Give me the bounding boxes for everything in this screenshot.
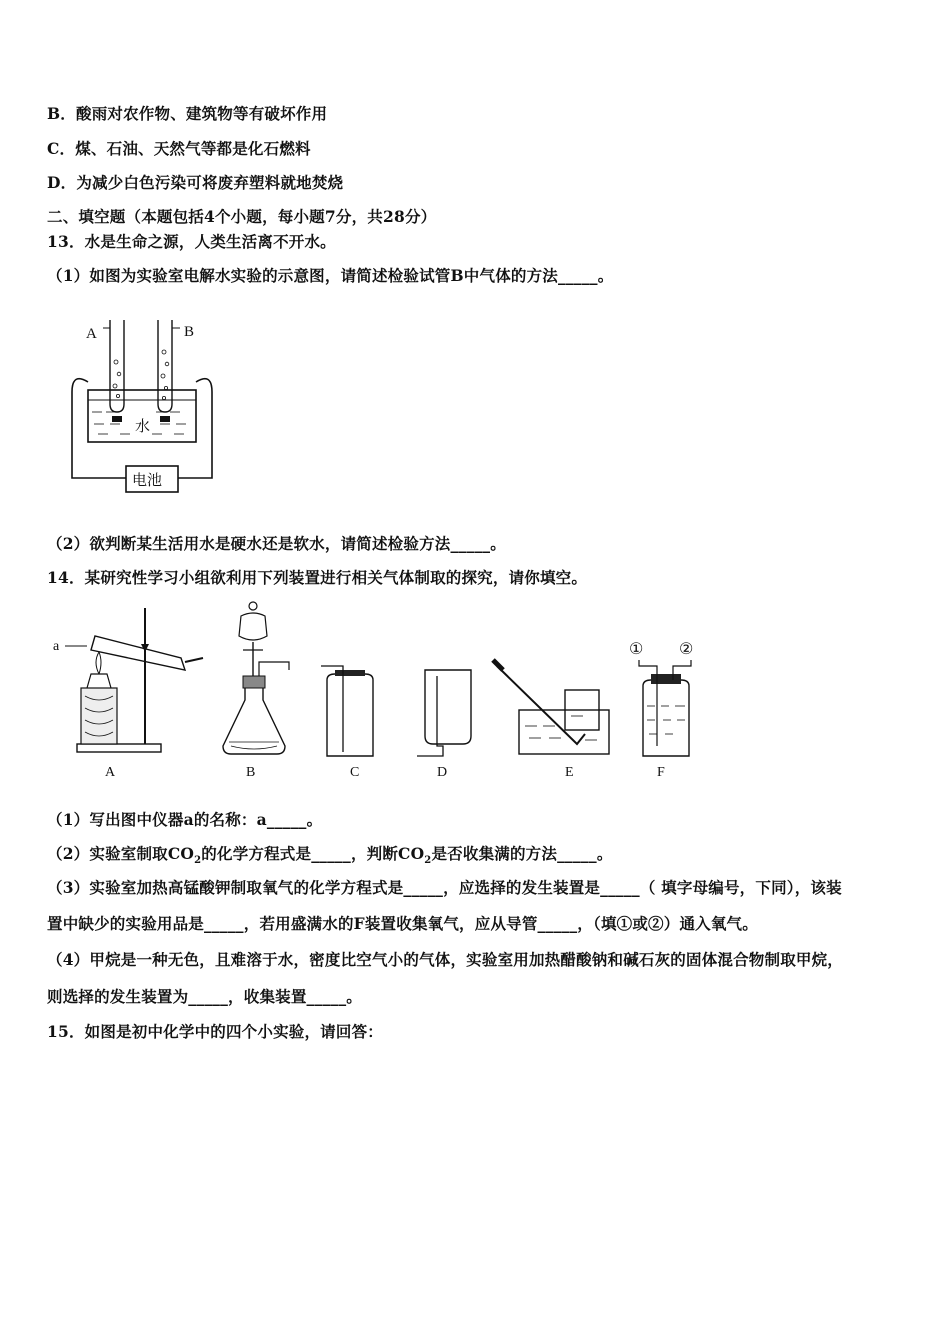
apparatus-f — [629, 641, 693, 756]
q15-stem: 15．如图是初中化学中的四个小实验，请回答： — [47, 1022, 383, 1041]
option-b: B．酸雨对农作物、建筑物等有破坏作用 — [47, 104, 328, 123]
tube-b-label: B — [184, 324, 195, 340]
port-2-label: ② — [679, 641, 694, 658]
q14-part4-line1: （4）甲烷是一种无色，且难溶于水，密度比空气小的气体，实验室用加热醋酸钠和碱石灰的固体混合物制取甲烷， — [47, 950, 843, 969]
water-label: 水 — [135, 419, 151, 435]
battery-label: 电池 — [132, 473, 163, 489]
apparatus-a — [53, 608, 203, 752]
tube-a-label: A — [86, 326, 97, 342]
apparatus-b — [223, 602, 289, 754]
label-E: E — [565, 765, 574, 780]
section-heading: 二、填空题（本题包括4个小题，每小题7分，共28分） — [47, 207, 437, 226]
label-B: B — [246, 765, 256, 780]
q14-part3-line2: 置中缺少的实验用品是_____，若用盛满水的F装置收集氧气，应从导管_____，（填①或②）通入氧气。 — [47, 914, 758, 933]
option-d: D．为减少白色污染可将废弃塑料就地焚烧 — [47, 173, 344, 192]
port-1-label: ① — [629, 641, 644, 658]
apparatus-figure — [45, 596, 715, 786]
q13-part1: （1）如图为实验室电解水实验的示意图，请简述检验试管B中气体的方法_____。 — [47, 266, 614, 285]
q14-part2: （2）实验室制取$CO_2$的化学方程式是_____，判断$CO_2$是否收集满的方法_____。 — [47, 844, 613, 867]
q14-stem: 14．某研究性学习小组欲利用下列装置进行相关气体制取的探究，请你填空。 — [47, 568, 588, 587]
q14-part1: （1）写出图中仪器a的名称：a_____。 — [47, 810, 323, 829]
label-F: F — [657, 765, 665, 780]
label-C: C — [350, 765, 360, 780]
apparatus-d — [417, 670, 471, 756]
apparatus-c — [321, 666, 373, 756]
label-A: A — [105, 765, 116, 780]
label-small-a: a — [53, 639, 60, 654]
q14-part3-line1: （3）实验室加热高锰酸钾制取氧气的化学方程式是_____，应选择的发生装置是_____（ 填字母编号，下同），该装 — [47, 878, 842, 897]
apparatus-e — [493, 660, 609, 754]
option-c: C．煤、石油、天然气等都是化石燃料 — [47, 139, 311, 158]
q13-stem: 13．水是生命之源，人类生活离不开水。 — [47, 232, 336, 251]
q13-part2: （2）欲判断某生活用水是硬水还是软水，请简述检验方法_____。 — [47, 534, 506, 553]
electrolysis-figure — [60, 312, 230, 497]
q14-part4-line2: 则选择的发生装置为_____，收集装置_____。 — [47, 987, 363, 1006]
label-D: D — [437, 765, 448, 780]
